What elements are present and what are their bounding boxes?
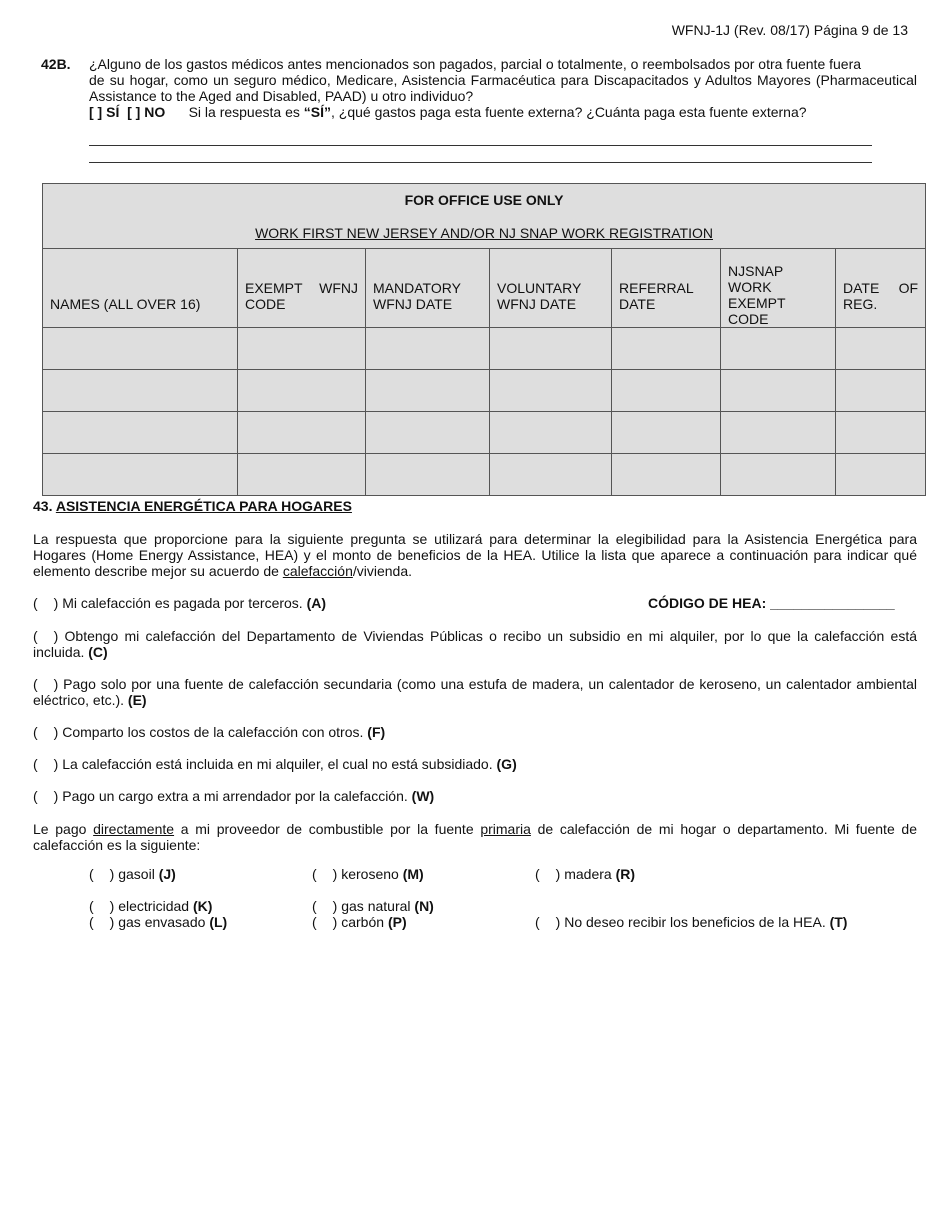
answer-line-2[interactable]: [89, 162, 872, 163]
option-w[interactable]: ( ) Pago un cargo extra a mi arrendador por la calefacción. (W): [33, 788, 435, 804]
table-cell[interactable]: [238, 370, 366, 412]
table-row: [43, 454, 926, 496]
question-42b-line3: Assistance to the Aged and Disabled, PAAD) u otro individuo?: [89, 88, 474, 104]
table-cell[interactable]: [612, 412, 721, 454]
table-cell[interactable]: [836, 328, 926, 370]
table-cell[interactable]: [490, 412, 612, 454]
table-cell[interactable]: [836, 370, 926, 412]
table-cell[interactable]: [721, 412, 836, 454]
table-row: [43, 328, 926, 370]
table-cell[interactable]: [238, 412, 366, 454]
fuel-option-keroseno[interactable]: ( ) keroseno (M): [312, 866, 424, 882]
table-cell[interactable]: [43, 454, 238, 496]
question-42b-line1: ¿Alguno de los gastos médicos antes mencionados son pagados, parcial o totalmente, o reembolsados por otra fuente fuera: [89, 56, 862, 72]
table-row: [43, 412, 926, 454]
table-cell[interactable]: [721, 370, 836, 412]
table-cell[interactable]: [366, 328, 490, 370]
column-header-names: NAMES (ALL OVER 16): [43, 249, 238, 328]
fuel-option-electricidad[interactable]: ( ) electricidad (K): [89, 898, 213, 914]
no-checkbox[interactable]: [ ] NO: [127, 104, 166, 120]
table-cell[interactable]: [43, 328, 238, 370]
fuel-option-no-hea[interactable]: ( ) No deseo recibir los beneficios de la HEA. (T): [535, 914, 848, 930]
table-row: [43, 370, 926, 412]
option-c[interactable]: ( ) Obtengo mi calefacción del Departamento de Viviendas Públicas o recibo un subsidio en mi alquiler, por lo que la calefacción está incluida. (C): [33, 628, 917, 660]
office-use-header: [43, 184, 926, 249]
office-use-subtitle: WORK FIRST NEW JERSEY AND/OR NJ SNAP WORK REGISTRATION: [255, 225, 713, 241]
table-cell[interactable]: [490, 328, 612, 370]
table-cell[interactable]: [366, 454, 490, 496]
table-cell[interactable]: [366, 412, 490, 454]
office-use-title: FOR OFFICE USE ONLY: [404, 192, 564, 208]
table-cell[interactable]: [490, 454, 612, 496]
office-use-table: [42, 183, 926, 496]
question-number-42b: 42B.: [41, 56, 71, 72]
option-f[interactable]: ( ) Comparto los costos de la calefacción con otros. (F): [33, 724, 386, 740]
question-42b-followup: Si la respuesta es “SÍ”, ¿qué gastos paga esta fuente externa? ¿Cuánta paga esta fuente externa?: [188, 104, 807, 120]
column-header-njsnap-code: NJSNAP WORK EXEMPT CODE: [721, 249, 836, 328]
table-cell[interactable]: [721, 454, 836, 496]
fuel-option-gasoil[interactable]: ( ) gasoil (J): [89, 866, 176, 882]
table-cell[interactable]: [612, 328, 721, 370]
table-cell[interactable]: [612, 370, 721, 412]
question-42b-line2: de su hogar, como un seguro médico, Medicare, Asistencia Farmacéutica para Discapacitados y Adultos Mayores (Pharmaceutical: [89, 72, 917, 88]
table-cell[interactable]: [612, 454, 721, 496]
table-cell[interactable]: [836, 412, 926, 454]
fuel-option-gas-natural[interactable]: ( ) gas natural (N): [312, 898, 434, 914]
si-checkbox[interactable]: [ ] SÍ: [89, 104, 120, 120]
section-43-heading: 43. ASISTENCIA ENERGÉTICA PARA HOGARES: [33, 498, 352, 514]
hea-code-field[interactable]: CÓDIGO DE HEA: ________________: [648, 595, 895, 611]
fuel-source-intro: Le pago directamente a mi proveedor de combustible por la fuente primaria de calefacción de mi hogar o departamento. Mi fuente de calefacción es la siguiente:: [33, 821, 918, 853]
column-header-date-of-reg: DATE OF REG.: [836, 249, 926, 328]
fuel-option-madera[interactable]: ( ) madera (R): [535, 866, 636, 882]
table-cell[interactable]: [836, 454, 926, 496]
column-header-referral-date: REFERRAL DATE: [612, 249, 721, 328]
question-42b-answer-row: [89, 104, 917, 120]
table-cell[interactable]: [43, 412, 238, 454]
option-g[interactable]: ( ) La calefacción está incluida en mi alquiler, el cual no está subsidiado. (G): [33, 756, 517, 772]
option-e[interactable]: ( ) Pago solo por una fuente de calefacción secundaria (como una estufa de madera, un calentador de keroseno, un calentador ambiental eléctrico, etc.). (E): [33, 676, 917, 708]
table-cell[interactable]: [238, 328, 366, 370]
fuel-option-gas-envasado[interactable]: ( ) gas envasado (L): [89, 914, 228, 930]
column-header-voluntary-date: VOLUNTARY WFNJ DATE: [490, 249, 612, 328]
table-cell[interactable]: [490, 370, 612, 412]
form-reference: WFNJ-1J (Rev. 08/17) Página 9 de 13: [671, 22, 908, 38]
table-cell[interactable]: [238, 454, 366, 496]
fuel-option-carbon[interactable]: ( ) carbón (P): [312, 914, 407, 930]
column-header-exempt-code: EXEMPT WFNJ CODE: [238, 249, 366, 328]
option-a[interactable]: ( ) Mi calefacción es pagada por terceros. (A): [33, 595, 327, 611]
answer-line-1[interactable]: [89, 145, 872, 146]
table-cell[interactable]: [366, 370, 490, 412]
column-header-mandatory-date: MANDATORY WFNJ DATE: [366, 249, 490, 328]
table-cell[interactable]: [43, 370, 238, 412]
section-43-intro: La respuesta que proporcione para la siguiente pregunta se utilizará para determinar la elegibilidad para la Asistencia Energética para Hogares (Home Energy Assistance, HEA) y el monto de beneficios de la HEA. Utilice la lista que aparece a continuación para indicar qué elemento describe mejor su acuerdo de calefacción/vivienda.: [33, 531, 917, 579]
table-cell[interactable]: [721, 328, 836, 370]
